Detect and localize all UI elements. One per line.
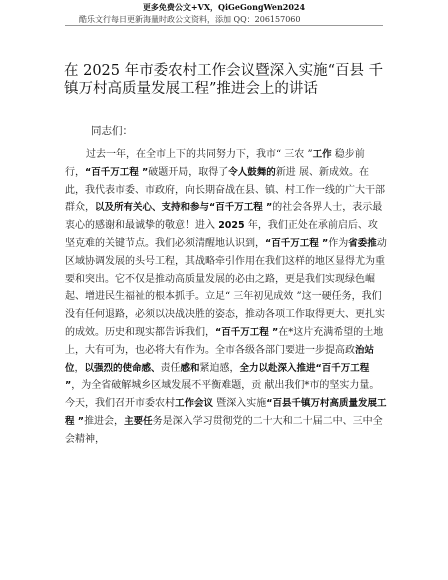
bold-text-segment: “百县千镇万村高质量发展工程 ” <box>65 398 387 427</box>
bold-text-segment: 主要任 <box>124 415 153 427</box>
bold-text-segment: 感和 <box>180 362 200 374</box>
bold-text-segment: 工作 <box>312 149 332 160</box>
text-segment: 过去一年，在全市上下的共同努力下，我市“ 三农 ” <box>86 149 313 160</box>
text-segment: 年，我们正处在承前启后、攻坚克难的关键节点。我们必须清醒地认识到， <box>65 220 378 249</box>
header-rule <box>65 25 383 26</box>
bold-text-segment: 工作会议 <box>175 398 214 410</box>
body-text <box>65 146 387 449</box>
header-top: 更多免费公文+VX，QiGeGongWen2024 <box>142 2 306 12</box>
text-segment: 暨深入实施 <box>213 398 267 410</box>
text-segment: 紧迫感， <box>199 362 240 374</box>
bold-text-segment: “百千万工程 ” <box>215 326 279 338</box>
text-segment: 责任 <box>160 362 181 374</box>
salutation: 同志们： <box>91 125 133 137</box>
text-segment: 务是深入学习贯彻党的二十大和二十届二中、三中全会精神， <box>65 415 383 445</box>
text-segment: ，为全省破解城乡区域发展不平衡难题，贡 献出我们*市的坚实力量。今天，我们召开市委农村 <box>65 380 380 410</box>
text-segment: 破题开局，取得了 <box>148 166 229 178</box>
bold-text-segment: 2025 <box>218 220 245 232</box>
bold-text-segment: 全力以赴深入推进“百千万工程 ” <box>65 362 370 392</box>
text-segment: 动区域协调发展的头号工程，其战略牵引作用在我们这样的地区显得尤为重要和突出。它不仅是推动高质量发展的必由之路，更是我们实现绿色崛起、增进民生福祉的根本抓手。立足“ 三年初见成效 ”这一硬任务，我们没有任何退路，必须以决战决胜的姿态，推动各项工作取得更大、更扎实的成效。历史和现实都告诉我们， <box>65 237 387 338</box>
header-line2: 酷乐文行每日更新海量时政公文资料，添加 QQ：206157060 <box>79 15 301 24</box>
text-segment: 新进 展、新成效。在此，我代表市委、市政府，向长期奋战在县、镇、村工作一线的广大干部群众， <box>65 166 385 214</box>
bold-text-segment: 以强烈的使命感、 <box>84 362 161 374</box>
bold-text-segment: 治站位 <box>65 344 375 374</box>
bold-text-segment: 令人鼓舞的 <box>228 166 276 178</box>
bold-text-segment: “百千万工程 ” <box>85 166 149 178</box>
bold-text-segment: 以及所有关心、支持和参与“百千万工程 ” <box>95 202 273 214</box>
document-title: 在 2025 年市委农村工作会议暨深入实施“百县 千镇万村高质量发展工程”推进会上的讲话 <box>64 63 384 97</box>
bold-text-segment: 省委推 <box>348 237 377 249</box>
text-segment: ， <box>74 362 85 374</box>
text-segment: 推进会， <box>84 415 125 427</box>
body-paragraph <box>65 146 387 449</box>
text-segment: 在*这片充满希望的土地上，大有可为，也必将大有作为。全市各级各部门要进一步提高政 <box>65 326 384 356</box>
text-segment: 稳步前行， <box>65 149 365 178</box>
text-segment: 的社会各界人士，表示最衷心的感谢和最诚挚的敬意！进入 <box>65 202 383 232</box>
bold-text-segment: “百千万工程 ” <box>265 237 329 249</box>
text-segment: 作为 <box>328 237 349 249</box>
